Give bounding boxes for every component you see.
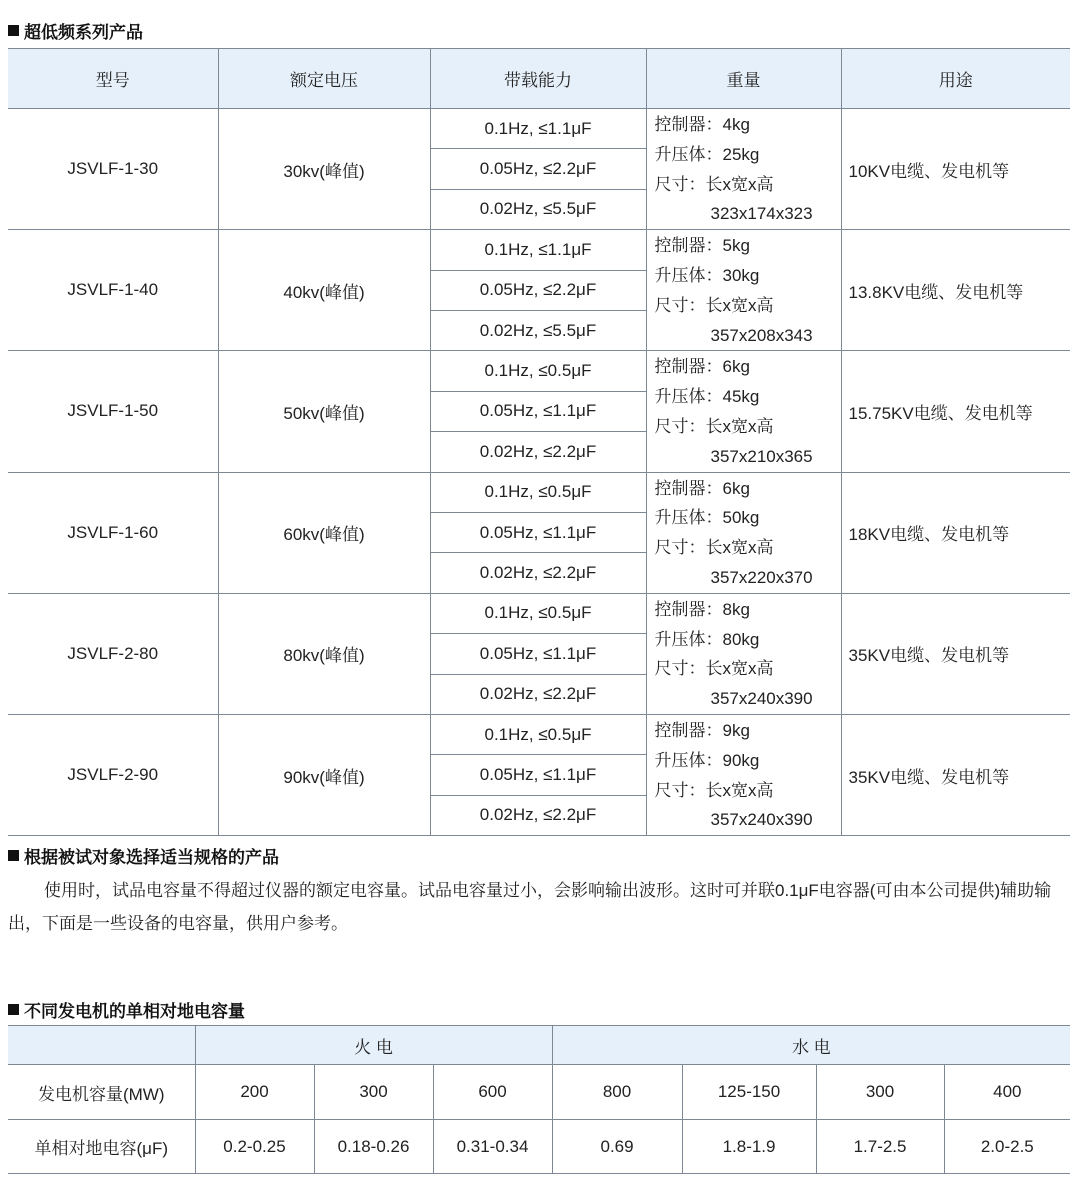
capacity-cell: 0.1Hz, ≤0.5μF: [430, 714, 646, 754]
capacity-cell: 0.1Hz, ≤0.5μF: [430, 351, 646, 391]
size-label: 尺寸：长x宽x高: [654, 295, 774, 315]
table-row: [8, 109, 1070, 149]
dimensions-value: 357x210x365: [710, 446, 813, 466]
section-title-selection: 根据被试对象选择适当规格的产品: [8, 844, 279, 866]
controller-weight: 控制器：6kg: [654, 357, 750, 377]
voltage-cell: 50kv(峰值): [218, 351, 430, 472]
table-cell: 300: [816, 1065, 944, 1120]
voltage-cell: 60kv(峰值): [218, 472, 430, 593]
table-row: [8, 351, 1070, 391]
capacity-cell: 0.05Hz, ≤1.1μF: [430, 755, 646, 795]
table-cell: 1.7-2.5: [816, 1120, 944, 1174]
dimensions-value: 357x220x370: [710, 567, 813, 587]
generator-capacity-row: [8, 1065, 1070, 1120]
group-header-thermal: 火 电: [195, 1026, 552, 1065]
table-row: [8, 230, 1070, 270]
section-title-generator: 不同发电机的单相对地电容量: [8, 998, 245, 1020]
dimensions-value: 357x240x390: [710, 689, 813, 709]
voltage-cell: 80kv(峰值): [218, 593, 430, 714]
weight-cell: [646, 351, 841, 472]
model-cell: JSVLF-1-60: [8, 472, 218, 593]
weight-cell: [646, 109, 841, 230]
booster-weight: 升压体：50kg: [654, 508, 760, 528]
square-bullet-icon: [8, 25, 19, 36]
weight-cell: [646, 230, 841, 351]
size-label: 尺寸：长x宽x高: [654, 416, 774, 436]
table-cell: 1.8-1.9: [682, 1120, 816, 1174]
table-cell: 0.18-0.26: [314, 1120, 433, 1174]
table-row: [8, 714, 1070, 754]
section-title-products: 超低频系列产品: [8, 19, 143, 41]
size-label: 尺寸：长x宽x高: [654, 174, 774, 194]
capacity-cell: 0.05Hz, ≤1.1μF: [430, 512, 646, 552]
dimensions-value: 357x208x343: [710, 325, 813, 345]
weight-cell: [646, 714, 841, 835]
controller-weight: 控制器：5kg: [654, 236, 750, 256]
capacity-cell: 0.02Hz, ≤2.2μF: [430, 432, 646, 472]
booster-weight: 升压体：80kg: [654, 629, 760, 649]
usage-cell: 35KV电缆、发电机等: [841, 593, 1070, 714]
generator-capacitance-row: [8, 1120, 1070, 1174]
capacity-cell: 0.02Hz, ≤5.5μF: [430, 310, 646, 350]
capacity-cell: 0.05Hz, ≤2.2μF: [430, 270, 646, 310]
header-capacity: 带载能力: [430, 49, 646, 109]
product-table-header: [8, 49, 1070, 109]
usage-cell: 18KV电缆、发电机等: [841, 472, 1070, 593]
table-cell: 0.31-0.34: [433, 1120, 552, 1174]
booster-weight: 升压体：45kg: [654, 387, 760, 407]
row-label-capacity: 发电机容量(MW): [8, 1065, 195, 1120]
table-cell: 600: [433, 1065, 552, 1120]
capacity-cell: 0.02Hz, ≤2.2μF: [430, 674, 646, 714]
capacity-cell: 0.1Hz, ≤1.1μF: [430, 230, 646, 270]
size-label: 尺寸：长x宽x高: [654, 538, 774, 558]
square-bullet-icon: [8, 850, 19, 861]
capacity-cell: 0.05Hz, ≤2.2μF: [430, 149, 646, 189]
table-cell: 200: [195, 1065, 314, 1120]
dimensions-value: 323x174x323: [710, 204, 813, 224]
size-label: 尺寸：长x宽x高: [654, 659, 774, 679]
controller-weight: 控制器：9kg: [654, 720, 750, 740]
capacity-cell: 0.02Hz, ≤5.5μF: [430, 189, 646, 229]
model-cell: JSVLF-2-90: [8, 714, 218, 835]
table-row: [8, 593, 1070, 633]
product-table: [8, 48, 1070, 836]
usage-cell: 35KV电缆、发电机等: [841, 714, 1070, 835]
header-weight: 重量: [646, 49, 841, 109]
table-cell: 2.0-2.5: [944, 1120, 1070, 1174]
voltage-cell: 30kv(峰值): [218, 109, 430, 230]
controller-weight: 控制器：6kg: [654, 478, 750, 498]
model-cell: JSVLF-2-80: [8, 593, 218, 714]
capacity-cell: 0.05Hz, ≤1.1μF: [430, 391, 646, 431]
voltage-cell: 40kv(峰值): [218, 230, 430, 351]
usage-cell: 13.8KV电缆、发电机等: [841, 230, 1070, 351]
capacity-cell: 0.1Hz, ≤0.5μF: [430, 593, 646, 633]
capacity-cell: 0.1Hz, ≤1.1μF: [430, 109, 646, 149]
table-cell: 125-150: [682, 1065, 816, 1120]
capacity-cell: 0.02Hz, ≤2.2μF: [430, 553, 646, 593]
capacity-cell: 0.05Hz, ≤1.1μF: [430, 634, 646, 674]
table-cell: 0.69: [552, 1120, 682, 1174]
table-cell: 400: [944, 1065, 1070, 1120]
table-cell: 300: [314, 1065, 433, 1120]
square-bullet-icon: [8, 1004, 19, 1015]
usage-cell: 15.75KV电缆、发电机等: [841, 351, 1070, 472]
voltage-cell: 90kv(峰值): [218, 714, 430, 835]
usage-cell: 10KV电缆、发电机等: [841, 109, 1070, 230]
size-label: 尺寸：长x宽x高: [654, 780, 774, 800]
weight-cell: [646, 593, 841, 714]
generator-group-header: [8, 1026, 1070, 1065]
capacity-cell: 0.02Hz, ≤2.2μF: [430, 795, 646, 835]
controller-weight: 控制器：8kg: [654, 599, 750, 619]
booster-weight: 升压体：90kg: [654, 750, 760, 770]
model-cell: JSVLF-1-50: [8, 351, 218, 472]
model-cell: JSVLF-1-40: [8, 230, 218, 351]
table-cell: 0.2-0.25: [195, 1120, 314, 1174]
header-voltage: 额定电压: [218, 49, 430, 109]
dimensions-value: 357x240x390: [710, 810, 813, 830]
controller-weight: 控制器：4kg: [654, 115, 750, 134]
header-model: 型号: [8, 49, 218, 109]
table-cell: 800: [552, 1065, 682, 1120]
header-usage: 用途: [841, 49, 1070, 109]
generator-capacitance-table: [8, 1025, 1070, 1174]
selection-paragraph: 使用时，试品电容量不得超过仪器的额定电容量。试品电容量过小，会影响输出波形。这时可并联0.1μF电容器(可由本公司提供)辅助输出，下面是一些设备的电容量，供用户参考。: [8, 881, 1052, 933]
row-label-capacitance: 单相对地电容(μF): [34, 1139, 168, 1158]
booster-weight: 升压体：25kg: [654, 144, 760, 164]
weight-cell: [646, 472, 841, 593]
group-header-blank: [8, 1026, 195, 1065]
booster-weight: 升压体：30kg: [654, 265, 760, 285]
model-cell: JSVLF-1-30: [67, 159, 159, 179]
table-row: [8, 472, 1070, 512]
group-header-hydro: 水 电: [552, 1026, 1070, 1065]
capacity-cell: 0.1Hz, ≤0.5μF: [430, 472, 646, 512]
